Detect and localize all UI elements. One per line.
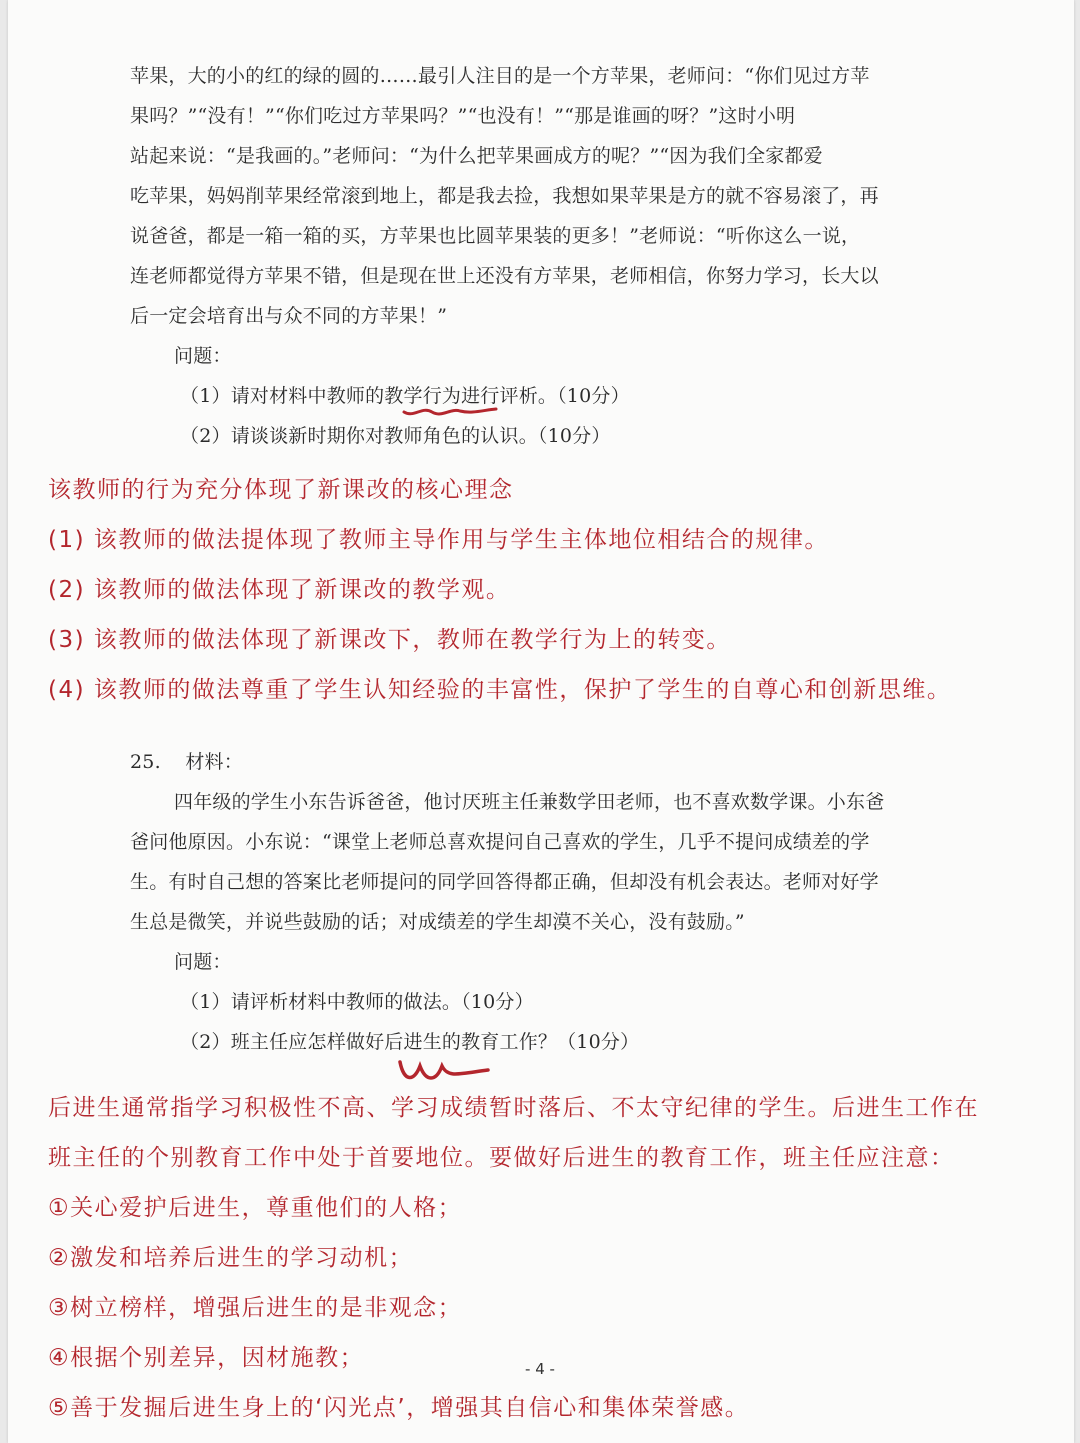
material-heading: 材料：	[185, 751, 243, 773]
answer-25-handwriting	[48, 1083, 1068, 1433]
page-number: - 4 -	[525, 1360, 555, 1378]
answer-24-handwriting	[48, 465, 1068, 715]
material-24-line: 苹果，大的小的红的绿的圆的……最引人注目的是一个方苹果，老师问：“你们见过方苹	[130, 65, 870, 87]
material-24-line: 吃苹果，妈妈削苹果经常滚到地上，都是我去捡，我想如果苹果是方的就不容易滚了，再	[130, 185, 879, 207]
underline-mark	[396, 1052, 496, 1086]
material-24-line: 果吗？”“没有！”“你们吃过方苹果吗？”“也没有！”“那是谁画的呀？”这时小明	[130, 105, 796, 127]
answer-line: ③树立榜样，增强后进生的是非观念；	[48, 1295, 463, 1321]
question-25-header	[130, 742, 970, 782]
question-item: （1）请对材料中教师的教学行为进行评析。（10分）	[180, 385, 630, 407]
answer-line: (1) 该教师的做法提体现了教师主导作用与学生主体地位相结合的规律。	[48, 527, 829, 553]
underline-mark	[400, 400, 500, 420]
material-24-line: 说爸爸，都是一箱一箱的买，方苹果也比圆苹果装的更多！”老师说：“听你这么一说，	[130, 225, 861, 247]
question-label: 问题：	[174, 345, 232, 367]
material-25-line: 四年级的学生小东告诉爸爸，他讨厌班主任兼数学田老师，也不喜欢数学课。小东爸	[174, 791, 885, 813]
material-25-line: 生总是微笑，并说些鼓励的话；对成绩差的学生却漠不关心，没有鼓励。”	[130, 911, 745, 933]
material-25-line: 爸问他原因。小东说：“课堂上老师总喜欢提问自己喜欢的学生，几乎不提问成绩差的学	[130, 831, 870, 853]
material-25-text	[130, 782, 970, 1062]
material-24-text	[130, 56, 970, 456]
answer-line: 班主任的个别教育工作中处于首要地位。要做好后进生的教育工作，班主任应注意：	[48, 1145, 955, 1171]
answer-line: ②激发和培养后进生的学习动机；	[48, 1245, 414, 1271]
answer-line: (3) 该教师的做法体现了新课改下，教师在教学行为上的转变。	[48, 627, 731, 653]
material-24-line: 站起来说：“是我画的。”老师问：“为什么把苹果画成方的呢？”“因为我们全家都爱	[130, 145, 823, 167]
answer-line: 后进生通常指学习积极性不高、学习成绩暂时落后、不太守纪律的学生。后进生工作在	[48, 1095, 979, 1121]
question-item: （2）班主任应怎样做好后进生的教育工作？（10分）	[180, 1031, 640, 1053]
answer-line: ①关心爱护后进生，尊重他们的人格；	[48, 1195, 463, 1221]
question-item: （2）请谈谈新时期你对教师角色的认识。（10分）	[180, 425, 611, 447]
material-24-line: 后一定会培育出与众不同的方苹果！”	[130, 305, 448, 327]
material-25-line: 生。有时自己想的答案比老师提问的同学回答得都正确，但却没有机会表达。老师对好学	[130, 871, 879, 893]
answer-line: (2) 该教师的做法体现了新课改的教学观。	[48, 577, 511, 603]
answer-line: ⑤善于发掘后进生身上的‘闪光点’，增强其自信心和集体荣誉感。	[48, 1395, 750, 1421]
answer-line: ④根据个别差异，因材施教；	[48, 1345, 365, 1371]
material-24-line: 连老师都觉得方苹果不错，但是现在世上还没有方苹果，老师相信，你努力学习，长大以	[130, 265, 879, 287]
answer-line: (4) 该教师的做法尊重了学生认知经验的丰富性，保护了学生的自尊心和创新思维。	[48, 677, 952, 703]
question-item: （1）请评析材料中教师的做法。（10分）	[180, 991, 534, 1013]
question-label: 问题：	[174, 951, 232, 973]
answer-line: 该教师的行为充分体现了新课改的核心理念	[48, 477, 514, 503]
question-number: 25.	[130, 751, 161, 773]
